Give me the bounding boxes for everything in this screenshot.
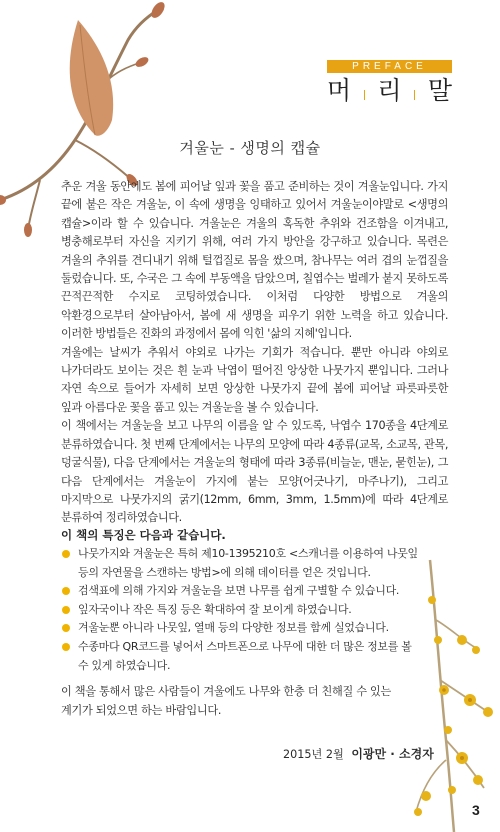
bullet-icon bbox=[62, 643, 70, 651]
paragraph-1: 추운 겨울 동안에도 봄에 피어날 잎과 꽃을 품고 준비하는 것이 겨울눈입니다. 가지 끝에 붙은 작은 겨울눈, 이 속에 생명을 잉태하고 있어서 겨울눈이야말로 <생명의 캡슐>이라 할 수 있습니다. 겨울눈은 겨울의 혹독한 추위와 건조함을 이겨내고, 병충해로부터 자신을 지키기 위해, 여러 가지 방안을 강구하고 있습니다. 목련은 겨울의 추위를 견디내기 위해 털껍질로 몸을 쌌으며, 참나무는 여러 겹의 눈껍질을 둘렀습니다. 또, 수국은 그 속에 부동액을 담았으며, 칠엽수는 벌레가 붙지 못하도록 끈적끈적한 수지로 코팅하였습니다. 이처럼 다양한 방법으로 겨울의 악환경으로부터 살아남아서, 봄에 새 생명을 피우기 위한 노력을 하고 있습니다. 이러한 방법들은 진화의 과정에서 몸에 익힌 '삶의 지혜'입니다. bbox=[61, 180, 448, 341]
signature bbox=[283, 745, 434, 762]
title-char-1: 머 bbox=[327, 76, 352, 105]
title-char-2: 리 bbox=[377, 76, 402, 105]
page-number: 3 bbox=[472, 802, 480, 818]
signature-date: 2015년 2월 bbox=[283, 748, 344, 761]
body-text bbox=[61, 178, 448, 528]
bullet-icon bbox=[62, 624, 70, 632]
title-separator bbox=[414, 90, 415, 100]
features-title: 이 책의 특징은 다음과 같습니다. bbox=[61, 528, 226, 542]
list-item: 수종마다 QR코드를 넣어서 스마트폰으로 나무에 대한 더 많은 정보를 볼 수 있게 하였습니다. bbox=[61, 638, 421, 675]
list-item: 검색표에 의해 가지와 겨울눈을 보면 나무를 쉽게 구별할 수 있습니다. bbox=[61, 582, 421, 601]
preface-label: PREFACE bbox=[327, 60, 452, 73]
bullet-icon bbox=[62, 606, 70, 614]
list-item: 겨울눈뿐 아니라 나뭇잎, 열매 등의 다양한 정보를 함께 실었습니다. bbox=[61, 619, 421, 638]
page-title bbox=[327, 74, 452, 104]
title-separator bbox=[364, 90, 365, 100]
subtitle: 겨울눈 - 생명의 캡슐 bbox=[179, 139, 321, 157]
paragraph-3: 이 책에서는 겨울눈을 보고 나무의 이름을 알 수 있도록, 낙엽수 170종을 4단계로 분류하였습니다. 첫 번째 단계에서는 나무의 모양에 따라 4종류(교목, 소교목, 관목, 덩굴식물), 다음 단계에서는 겨울눈의 형태에 따라 3종류(비늘눈, 맨눈, 묻힌눈), 그 다음 단계에서는 겨울눈이 가지에 붙는 모양(어긋나기, 마주나기), 그리고 마지막으로 나뭇가지의 굵기(12mm, 6mm, 3mm, 1.5mm)에 따라 4단계로 분류하여 정리하였습니다. bbox=[61, 419, 448, 525]
title-char-3: 말 bbox=[427, 76, 452, 105]
list-item: 잎자국이나 작은 특징 등은 확대하여 잘 보이게 하였습니다. bbox=[61, 601, 421, 620]
bullet-icon bbox=[62, 550, 70, 558]
signature-authors: 이광만 · 소경자 bbox=[351, 747, 434, 761]
bullet-icon bbox=[62, 587, 70, 595]
list-item: 나뭇가지와 겨울눈은 특허 제10-1395210호 <스캐너를 이용하여 나뭇잎 등의 자연물을 스캔하는 방법>에 의해 데이터를 얻은 것입니다. bbox=[61, 545, 421, 582]
closing-text: 이 책을 통해서 많은 사람들이 겨울에도 나무와 한층 더 친해질 수 있는 계기가 되었으면 하는 바람입니다. bbox=[61, 685, 392, 717]
paragraph-2: 겨울에는 날씨가 추워서 야외로 나가는 기회가 적습니다. 뿐만 아니라 야외로 나가더라도 보이는 것은 흰 눈과 낙엽이 떨어진 앙상한 나뭇가지 뿐입니다. 그러나 자연 속으로 들어가 자세히 보면 앙상한 나뭇가지 끝에 봄에 피어날 파릇파릇한 잎과 아름다운 꽃을 품고 있는 겨울눈을 볼 수 있습니다. bbox=[61, 345, 448, 414]
features-list bbox=[61, 545, 421, 675]
